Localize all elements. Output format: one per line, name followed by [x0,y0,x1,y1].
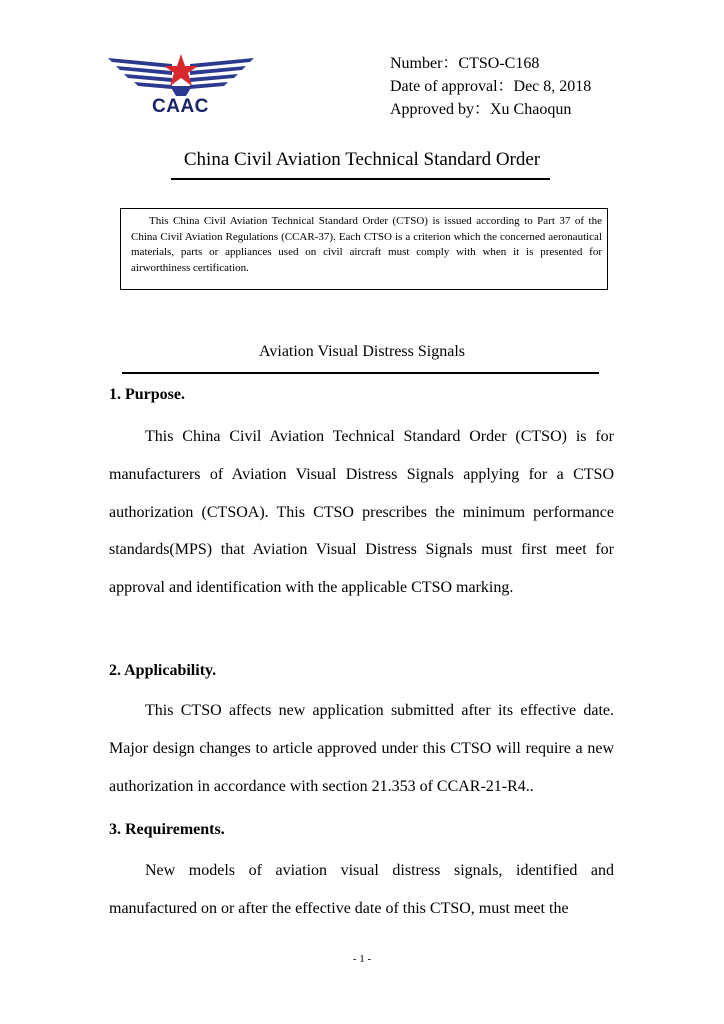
section-heading: 1. Purpose. [109,386,185,403]
logo-text: CAAC [152,96,209,117]
notice-text: This China Civil Aviation Technical Standard Order (CTSO) is issued according to Part 37 of the China Civil Aviation Regulations (CCAR-37). Each CTSO is a criterion which the concerned aeronautical materials, parts or appliances used on civil aircraft must comply with when it is presented for airworthiness certification. [131,215,602,274]
section-heading: 3. Requirements. [109,821,225,838]
document-number: Number：CTSO-C168 [390,55,540,72]
section-heading: 2. Applicability. [109,662,217,679]
section-body [109,852,614,928]
document-title: China Civil Aviation Technical Standard Order [183,149,541,170]
notice-box [120,208,608,290]
document-meta [390,52,591,121]
section-body [109,692,614,805]
section-text: New models of aviation visual distress signals, identified and manufactured on or after the effective date of this CTSO, must meet the [109,862,614,917]
subtitle-rule [122,372,599,374]
page-number: - 1 - [352,953,372,965]
approval-date: Date of approval：Dec 8, 2018 [390,78,592,95]
section-text: This China Civil Aviation Technical Standard Order (CTSO) is for manufacturers of Aviation Visual Distress Signals applying for a CTSO authorization (CTSOA). This CTSO prescribes the minimum performance standards(MPS) that Aviation Visual Distress Signals must first meet for approval and identification with the applicable CTSO marking. [109,428,614,597]
approved-by: Approved by：Xu Chaoqun [390,101,572,118]
document-subtitle: Aviation Visual Distress Signals [259,343,465,360]
section-body [109,418,614,607]
caac-logo [106,52,256,122]
caac-emblem-icon [106,52,256,100]
section-text: This CTSO affects new application submitted after its effective date. Major design changes to article approved under this CTSO will require a new authorization in accordance with section 21.353 of CCAR-21-R4.. [109,702,614,795]
title-rule [171,178,550,180]
